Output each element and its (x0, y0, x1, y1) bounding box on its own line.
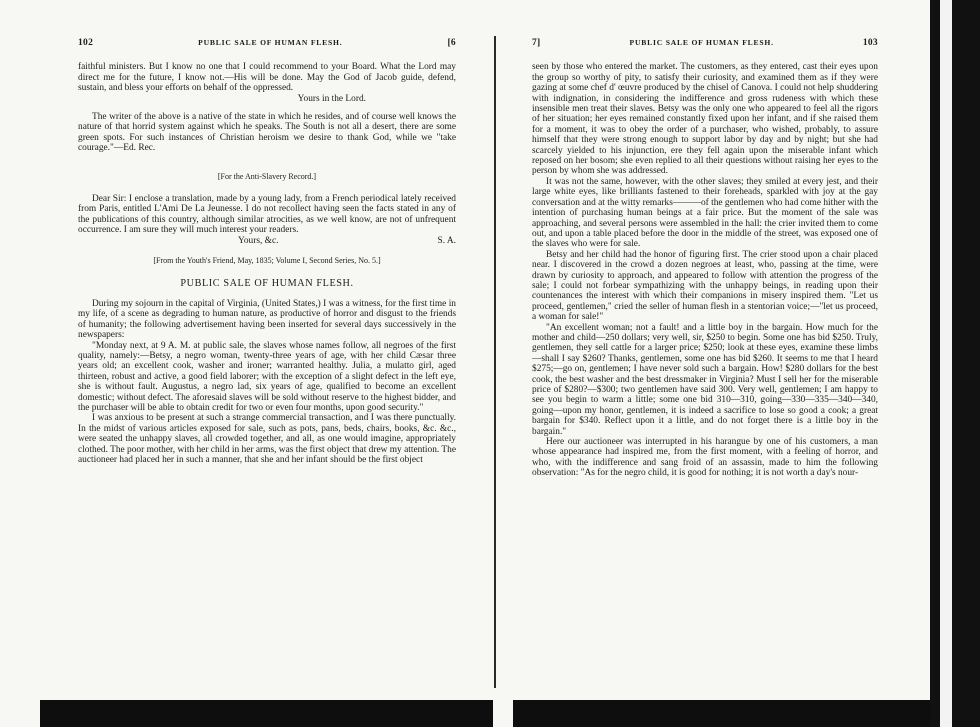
auctioneer-quote: "An excellent woman; not a fault! and a little boy in the bargain. How much for the mother and child—250 dollars; very well, sir, $250 to begin. Some one has bid $250. Truly, gentlemen, they sell cattle for a larger price; $250; look at these eyes, examine these limbs—shall I say $260? Thanks, gentlemen, some one has bid $260. It seems to me that I heard $275;—go on, gentlemen; I have never sold such a bargain. How! $280 dollars for the best cook, the best washer and the best dressmaker in Virginia? Must I sell her for the miserable price of $280?—$300; two gentlemen have said 300. Very well, gentlemen; I am happy to see you begin to warm a little; some one bid 310—310, going—330—335—340—340, going—upon my honor, gentlemen, it is indeed a sacrifice to lose so good a cook; a great bargain for $340. Reflect upon it a little, and do not forget there is a little boy in the bargain." (532, 322, 878, 437)
left-section-mark: [6 (447, 38, 456, 48)
right-page-number: 103 (862, 38, 878, 48)
right-page (532, 38, 878, 678)
right-paragraph-3: Betsy and her child had the honor of figuring first. The crier stood upon a chair placed near. I discovered in the crowd a dozen negroes at least, who, passing at the time, were drawn by curiosity to approach, and appeared to follow with attention the progress of the sale; I could not forbear sympathizing with the unhappy beings, in reading upon their countenances the interest with which their companions in misery inspired them. "Let us proceed, gentlemen," cried the seller of human flesh in a stentorian voice;—"let us proceed, a woman for sale!" (532, 249, 878, 323)
left-page-number: 102 (78, 38, 94, 48)
scan-edge-bottom-gap (493, 700, 513, 727)
scan-edge-bottom (40, 700, 930, 727)
article-heading: PUBLIC SALE OF HUMAN FLESH. (180, 277, 354, 289)
left-signoff: Yours in the Lord. (297, 93, 366, 104)
letter-signoff-initials: S. A. (437, 235, 456, 246)
right-running-head (532, 38, 878, 48)
editor-note: The writer of the above is a native of the state in which he resides, and of course well knows the nature of that horrid system against which he speaks. The South is not all a desert, there are some green spots. For such instances of Christian heroism we desire to thank God, while we "take courage."—Ed. Rec. (78, 112, 456, 154)
left-paragraph-3: During my sojourn in the capital of Virginia, (United States,) I was a witness, for the first time in my life, of a scene as degrading to human nature, as productive of horror and disgust to the friends of humanity; the following advertisement having been inserted for several days successively in the newspapers: (78, 298, 456, 341)
source-line: [From the Youth's Friend, May, 1835; Volume I, Second Series, No. 5.] (153, 256, 381, 266)
scan-edge-stripe (940, 0, 952, 727)
letter-paragraph: Dear Sir: I enclose a translation, made by a young lady, from a French periodical lately received from Paris, entitled L'Ami De La Jeunesse. I do not recollect having seen the facts stated in any of the publications of this country, although similar atrocities, as we well know, are not of unfrequent occurrence. I am sure they will much interest your readers. (78, 194, 456, 236)
letter-signoff-yours: Yours, &c. (238, 235, 279, 246)
left-paragraph-5: I was anxious to be present at such a strange commercial transaction, and I was there punctually. In the midst of various articles exposed for sale, such as pots, pans, beds, chairs, books, &c. &c., were seated the unhappy slaves, all crowded together, and all, as one would imagine, appropriately clothed. The poor mother, with her child in her arms, was the first object that drew my attention. The auctioneer had placed her in such a manner, that she and her infant should be the first object (78, 413, 456, 465)
right-paragraph-1: seen by those who entered the market. The customers, as they entered, cast their eyes upon the group so worthy of pity, to satisfy their curiosity, and examined them as if they were gazing at some chef d' œuvre produced by the chisel of Canova. I could not help shuddering with indignation, in considering the indifference and gross rudeness with which these insensible men treat their slaves. Betsy was the only one who appeared to feel all the rigors of her situation; her eyes remained constantly fixed upon her infant, and if she raised them for a moment, it was to obey the order of a purchaser, who wished, probably, to assure himself that they were strong enough to support labor by day and by night; but she had scarcely yielded to his injunction, ere they fell again upon the miserable infant which reposed on her bosom; she even replied to all their questions without raising her eyes to the person by whom she was addressed. (532, 62, 878, 177)
right-paragraph-2: It was not the same, however, with the other slaves; they smiled at every jest, and their large white eyes, like brilliants fastened to their foreheads, sparkled with joy at the gay conversation and at the witty remarks———of the gentlemen who had come hither with the intention of purchasing human beings at a fair price. But the moment of the sale was approaching, and several persons were assembled in the hall: the crier invited them to come out, and upon a table placed before the door in the middle of the street, was exposed one of the slaves who were for sale. (532, 176, 878, 250)
left-running-head (78, 38, 456, 48)
letter-signoff (78, 236, 456, 246)
left-running-title: PUBLIC SALE OF HUMAN FLESH. (198, 38, 343, 47)
scan-edge-right (930, 0, 980, 727)
anti-slavery-note: [For the Anti-Slavery Record.] (217, 171, 317, 181)
right-paragraph-5: Here our auctioneer was interrupted in his harangue by one of his customers, a man whose appearance had inspired me, from the first moment, with a feeling of horror, and who, with the indifference and sang froid of an assassin, made to him the following observation: "As for the negro child, it is good for nothing; it is not worth a day's nour- (532, 437, 878, 479)
left-paragraph-1: faithful ministers. But I know no one that I could recommend to your Board. What the Lord may direct me for the future, I know not.—His will be done. May the God of Jacob guide, defend, sustain, and bless your efforts on behalf of the oppressed. (78, 62, 456, 94)
right-section-mark: 7] (532, 38, 541, 48)
advertisement-quote: "Monday next, at 9 A. M. at public sale, the slaves whose names follow, all negroes of the first quality, namely:—Betsy, a negro woman, twenty-three years of age, with her child Cæsar three years old; an excellent cook, washer and ironer; warranted healthy. Julia, a mulatto girl, aged thirteen, robust and active, a good field laborer; with the exception of a slight defect in the left eye, she is without fault. Augustus, a negro lad, six years of age, qualified to become an excellent domestic; without defect. The aforesaid slaves will be sold without reserve to the highest bidder, and the purchaser will be able to obtain credit for two or even four months, upon good security." (78, 340, 456, 413)
right-running-title: PUBLIC SALE OF HUMAN FLESH. (629, 38, 774, 47)
left-page (78, 38, 456, 678)
gutter-line (494, 36, 496, 688)
